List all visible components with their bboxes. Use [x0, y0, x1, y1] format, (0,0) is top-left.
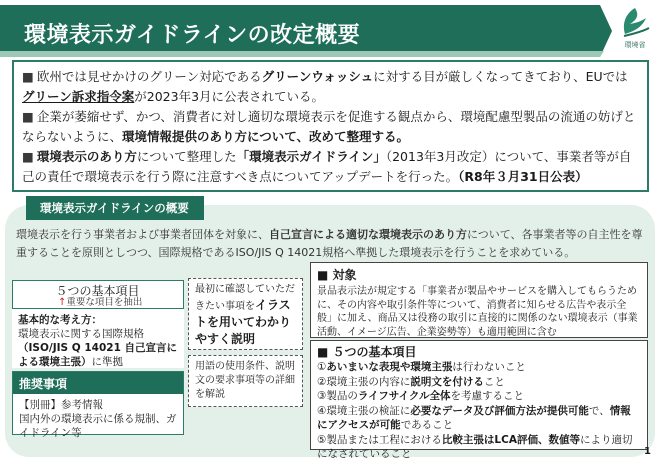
note-text: 最初に確認していただきたい事項を — [195, 284, 295, 312]
recommend-box — [12, 371, 184, 439]
five-items-box — [310, 340, 648, 460]
overview-intro — [16, 226, 646, 262]
list-item: ⑤製品または工程における比較主張はLCA評価、数値等により適切になされていること — [317, 433, 633, 460]
extract-label-text: 重要な項目を抽出 — [66, 297, 143, 308]
summary-emphasis: グリーンウォッシュ — [261, 69, 374, 84]
intro-text: について、各事業者等の自主性を尊重することを原則としつつ、国際規格であるISO/JIS Q 14021規格へ準拠した環境表示を行うことを求めている。 — [16, 228, 643, 259]
summary-item — [22, 107, 639, 146]
list-item: ③製品のライフサイクル全体を考慮すること — [317, 390, 525, 402]
summary-item — [22, 67, 639, 106]
list-item: ②環境主張の内容に説明文を付けること — [317, 375, 505, 388]
summary-text: に対する目が厳しくなってきており、EUでは — [373, 69, 628, 84]
target-box — [310, 262, 648, 338]
summary-text: について整理した — [136, 149, 237, 164]
note-emphasis: イラストを用いてわかりやすく説明 — [195, 298, 292, 346]
approach-standard: （ISO/JIS Q 14021 自己宣言による環境主張） — [18, 342, 178, 368]
list-item: ①あいまいな表現や環境主張は行わないこと — [317, 361, 526, 373]
target-text: 景品表示法が規定する「事業者が製品やサービスを購入してもらうために、その内容や取引条件等について、消費者に知らせる広告や表示全般」に加え、商品又は役務の取引に直接的に関係のない環境表示（事業活動、イメージ広告、企業姿勢等）も適用範囲に含む — [317, 286, 638, 338]
approach-title: 基本的な考え方： — [18, 314, 102, 326]
extract-label — [58, 294, 142, 308]
summary-box — [12, 60, 649, 192]
recommend-body — [13, 394, 183, 444]
header-banner — [0, 5, 612, 57]
recommend-line: 【別冊】参考情報 — [19, 399, 103, 411]
approach-text: 環境表示に関する国際規格 — [18, 328, 144, 340]
summary-text: 欧州では見せかけのグリーン対応である — [36, 69, 262, 84]
summary-emphasis: 環境情報提供のあり方について、改めて整理する。 — [122, 128, 410, 144]
summary-item — [22, 147, 639, 186]
summary-emphasis: 環境表示のあり方 — [36, 149, 137, 164]
recommend-title: 推奨事項 — [13, 372, 183, 394]
illustration-note — [188, 278, 303, 350]
note-text: 用語の使用条件、説明文の要求事項等の詳細を解説 — [195, 361, 295, 400]
leaf-logo-icon — [616, 6, 654, 40]
approach-text: に準拠 — [91, 356, 123, 368]
detail-note — [188, 355, 303, 407]
square-bullet-icon: ■ — [22, 149, 34, 164]
square-bullet-icon: ■ — [22, 69, 34, 84]
square-bullet-icon: ■ — [22, 109, 34, 124]
basic-items-title: ５つの基本項目 — [55, 284, 140, 298]
recommend-line: 国内外の環境表示に係る規制、ガイドライン等 — [19, 413, 177, 439]
ministry-logo — [616, 6, 654, 52]
summary-text: 企業が萎縮せず、かつ、消費者に対し適切な環境表示を促進する観点から、環境配慮型製品の流通の妨げとならないように、 — [22, 109, 636, 144]
summary-text: （2013年3月改定）について、事業者等が自己の責任で環境表示を行う際に注意すべき点についてアップデートを行った。 — [22, 149, 632, 184]
list-item: ④環境主張の検証に必要なデータ及び評価方法が提供可能で、情報にアクセスが可能であること — [317, 404, 631, 431]
arrow-up-icon: ↑ — [58, 297, 67, 308]
publish-date: （R8年３月31日公表） — [458, 168, 588, 184]
intro-emphasis: 自己宣言による適切な環境表示のあり方 — [269, 228, 467, 241]
summary-text: が2023年3月に公表されている。 — [134, 88, 325, 104]
page-title: 環境表示ガイドラインの改定概要 — [24, 23, 361, 48]
target-title: ■ 対象 — [317, 268, 357, 282]
summary-emphasis: 「環境表示ガイドライン」 — [236, 149, 386, 164]
intro-text: 環境表示を行う事業者および事業者団体を対象に、 — [16, 228, 269, 241]
summary-emphasis: グリーン訴求指令案 — [22, 88, 135, 104]
logo-text: 環境省 — [624, 41, 646, 49]
five-items-title: ■ ５つの基本項目 — [317, 345, 417, 359]
page-number: 1 — [644, 446, 651, 457]
overview-panel-tab: 環境表示ガイドラインの概要 — [26, 196, 204, 220]
basic-approach — [12, 308, 184, 368]
